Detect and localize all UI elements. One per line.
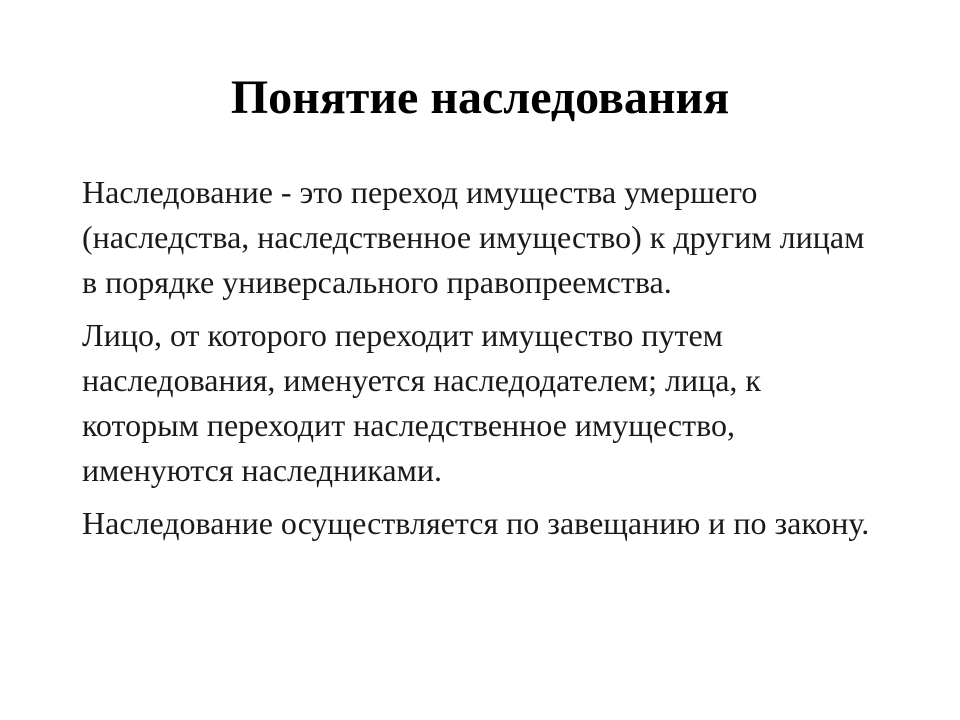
slide-body [82,170,882,554]
slide-title: Понятие наследования [230,71,730,124]
paragraph-parties: Лицо, от которого переходит имущество путем наследования, именуется наследодателем; лица, к которым переходит наследственное имущество, именуются наследниками. [82,317,761,488]
paragraph-grounds: Наследование осуществляется по завещанию и по закону. [82,505,870,541]
paragraph-definition: Наследование - это переход имущества умершего (наследства, наследственное имущество) к другим лицам в порядке универсального правопреемства. [82,174,865,300]
